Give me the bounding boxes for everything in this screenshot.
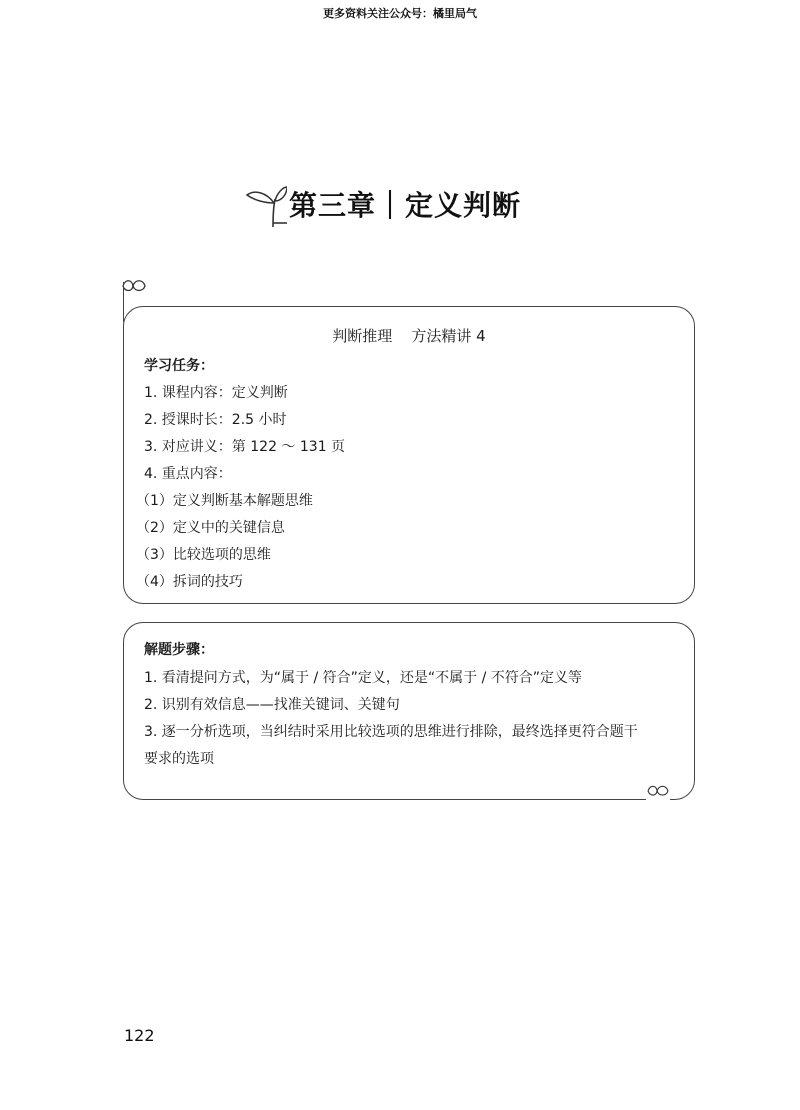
page-header: 更多资料关注公众号：橘里局气 [323, 7, 477, 20]
steps-heading: 解题步骤： [144, 642, 214, 658]
task-line: （1）定义判断基本解题思维 [136, 493, 313, 509]
chapter-title [243, 174, 521, 234]
task-line: 3. 对应讲义：第 122 ～ 131 页 [144, 439, 346, 455]
steps-line: 3. 逐一分析选项，当纠结时采用比较选项的思维进行排除，最终选择更符合题干 [144, 724, 638, 740]
task-line: 4. 重点内容： [144, 466, 232, 482]
leaf-pair-icon [646, 782, 670, 800]
task-line: （3）比较选项的思维 [136, 547, 271, 563]
leaf-pair-icon [121, 276, 147, 296]
task-line: （2）定义中的关键信息 [136, 520, 285, 536]
task-box-title: 判断推理 方法精讲 4 [332, 327, 486, 345]
learning-task-box [123, 306, 695, 604]
task-line: 2. 授课时长：2.5 小时 [144, 412, 287, 428]
task-line: 1. 课程内容：定义判断 [144, 385, 288, 401]
task-heading: 学习任务： [144, 358, 214, 374]
task-line: （4）拆词的技巧 [136, 574, 243, 590]
page-number: 122 [124, 1026, 155, 1045]
decor-line [123, 282, 124, 322]
steps-line: 2. 识别有效信息——找准关键词、关键句 [144, 697, 400, 713]
steps-line: 要求的选项 [144, 751, 214, 767]
steps-line: 1. 看清提问方式，为“属于 / 符合”定义，还是“不属于 / 不符合”定义等 [144, 670, 583, 686]
chapter-title-text: 第三章｜定义判断 [289, 189, 522, 222]
solving-steps-box [123, 622, 695, 800]
sprout-icon [243, 179, 287, 229]
